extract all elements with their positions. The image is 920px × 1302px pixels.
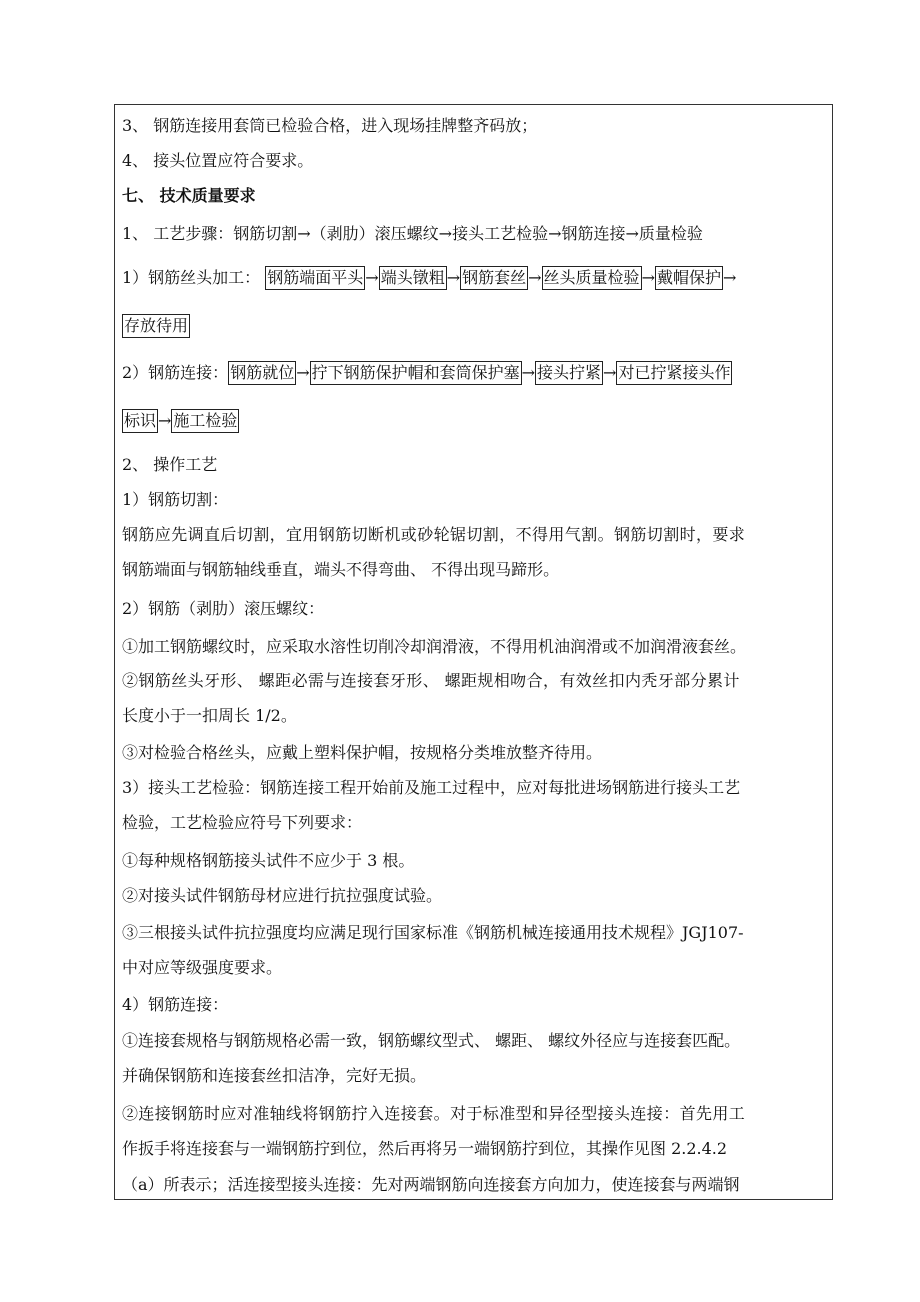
text-line: （a）所表示；活连接型接头连接：先对两端钢筋向连接套方向加力，使连接套与两端钢 — [122, 1175, 740, 1194]
text-line: ②连接钢筋时应对准轴线将钢筋拧入连接套。对于标准型和异径型接头连接：首先用工 — [122, 1104, 746, 1123]
flow-step: 接头拧紧 — [535, 361, 603, 385]
text-line: 4、 接头位置应符合要求。 — [122, 151, 314, 170]
subheading: 2、 操作工艺 — [122, 455, 218, 474]
text-line: 1、 工艺步骤：钢筋切割→（剥肋）滚压螺纹→接头工艺检验→钢筋连接→质量检验 — [122, 224, 703, 243]
arrow-icon: → — [296, 363, 310, 382]
flow-step: 钢筋就位 — [228, 361, 296, 385]
text-line: 检验，工艺检验应符号下列要求： — [122, 813, 363, 832]
text-line: ①加工钢筋螺纹时，应采取水溶性切削冷却润滑液，不得用机油润滑或不加润滑液套丝。 — [122, 637, 747, 656]
flow-step: 丝头质量检验 — [542, 266, 642, 290]
flow-step: 端头镦粗 — [379, 266, 447, 290]
text-line: 作扳手将连接套与一端钢筋拧到位，然后再将另一端钢筋拧到位，其操作见图 2.2.4.2 — [122, 1139, 728, 1158]
text-line: 钢筋应先调直后切割，宜用钢筋切断机或砂轮锯切割，不得用气割。钢筋切割时，要求 — [122, 525, 746, 544]
arrow-icon: → — [641, 268, 655, 287]
subheading: 1）钢筋切割： — [122, 490, 229, 509]
flow-step: 标识 — [122, 409, 158, 433]
text-line: 中对应等级强度要求。 — [122, 958, 283, 977]
text-line: ①每种规格钢筋接头试件不应少于 3 根。 — [122, 851, 415, 870]
arrow-icon: → — [521, 363, 536, 382]
text-line: ③对检验合格丝头，应戴上塑料保护帽，按规格分类堆放整齐待用。 — [122, 743, 603, 762]
subheading: 2）钢筋（剥肋）滚压螺纹： — [122, 599, 325, 618]
flow-step: 拧下钢筋保护帽和套筒保护塞 — [310, 361, 522, 385]
text-line: ②对接头试件钢筋母材应进行抗拉强度试验。 — [122, 886, 443, 905]
arrow-icon: → — [528, 268, 542, 287]
flow-step: 存放待用 — [122, 314, 190, 338]
flow-row-1b — [122, 314, 828, 338]
arrow-icon: → — [158, 411, 172, 430]
text-line: 钢筋端面与钢筋轴线垂直，端头不得弯曲、 不得出现马蹄形。 — [122, 560, 560, 579]
flow-row-2 — [122, 361, 828, 385]
text-line: 并确保钢筋和连接套丝扣洁净，完好无损。 — [122, 1066, 427, 1085]
arrow-icon: → — [365, 268, 379, 287]
flow-step: 对已拧紧接头作 — [616, 361, 732, 385]
text-line: 3、 钢筋连接用套筒已检验合格，进入现场挂牌整齐码放； — [122, 116, 538, 135]
text-line: 长度小于一扣周长 1/2。 — [122, 706, 297, 725]
text-line: 3）接头工艺检验：钢筋连接工程开始前及施工过程中，应对每批进场钢筋进行接头工艺 — [122, 778, 741, 797]
section-heading: 七、 技术质量要求 — [122, 186, 256, 205]
text-line: ③三根接头试件抗拉强度均应满足现行国家标准《钢筋机械连接通用技术规程》JGJ107- — [122, 923, 744, 942]
arrow-icon: → — [722, 268, 737, 287]
flow-label: 1）钢筋丝头加工： — [122, 268, 261, 287]
subheading: 4）钢筋连接： — [122, 995, 229, 1014]
flow-step: 施工检验 — [171, 409, 239, 433]
flow-label: 2）钢筋连接： — [122, 363, 229, 382]
flow-step: 钢筋端面平头 — [265, 266, 365, 290]
arrow-icon: → — [446, 268, 461, 287]
flow-row-1 — [122, 266, 828, 290]
text-line: ②钢筋丝头牙形、 螺距必需与连接套牙形、 螺距规相吻合，有效丝扣内秃牙部分累计 — [122, 671, 740, 690]
flow-step: 钢筋套丝 — [460, 266, 528, 290]
flow-step: 戴帽保护 — [655, 266, 723, 290]
text-line: ①连接套规格与钢筋规格必需一致，钢筋螺纹型式、 螺距、 螺纹外径应与连接套匹配。 — [122, 1031, 741, 1050]
flow-row-2b — [122, 409, 828, 433]
arrow-icon: → — [603, 363, 617, 382]
